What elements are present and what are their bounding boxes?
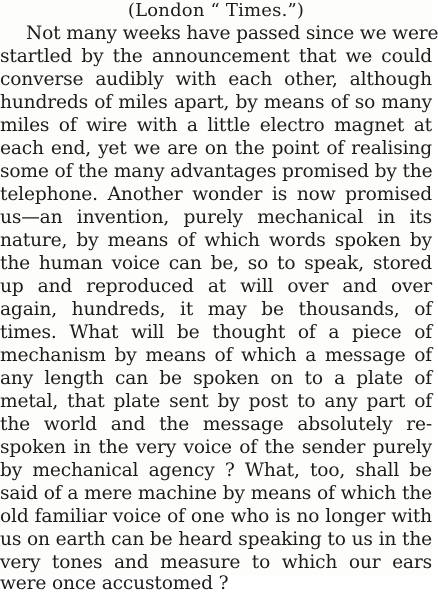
article-line: by mechanical agency ? What, too, shall be	[0, 460, 432, 481]
article-line: the human voice can be, so to speak, stored	[0, 253, 432, 274]
article-line: us—an invention, purely mechanical in its	[0, 207, 432, 228]
article-line: some of the many advantages promised by the	[0, 161, 433, 182]
article-line: telephone. Another wonder is now promised	[0, 184, 432, 205]
article-line: old familiar voice of one who is no longer with	[0, 506, 432, 527]
article-line: said of a mere machine by means of which the	[0, 483, 432, 504]
article-line: any length can be spoken on to a plate of	[0, 368, 432, 389]
article-line: nature, by means of which words spoken by	[0, 230, 432, 251]
article-line: spoken in the very voice of the sender purely	[0, 437, 432, 458]
article-line: startled by the announcement that we could	[0, 46, 432, 67]
article-line: again, hundreds, it may be thousands, of	[0, 299, 432, 320]
article-line: hundreds of miles apart, by means of so many	[0, 92, 432, 113]
article-line: up and reproduced at will over and over	[0, 276, 432, 297]
article-line: the world and the message absolutely re-	[0, 414, 432, 435]
article-line: metal, that plate sent by post to any part of	[0, 391, 432, 412]
article-line: converse audibly with each other, although	[0, 69, 432, 90]
article-line: times. What will be thought of a piece of	[0, 322, 432, 343]
article-line: us on earth can be heard speaking to us in the	[0, 529, 432, 550]
article-line: very tones and measure to which our ears	[0, 552, 432, 573]
article-line: mechanism by means of which a message of	[0, 345, 432, 366]
article-line: Not many weeks have passed since we were	[26, 23, 438, 44]
source-headline: (London “ Times.”)	[127, 0, 305, 21]
article-line: each end, yet we are on the point of realising	[0, 138, 432, 159]
article-line: were once accustomed ?	[0, 573, 229, 594]
article-line: miles of wire with a little electro magnet at	[0, 115, 432, 136]
